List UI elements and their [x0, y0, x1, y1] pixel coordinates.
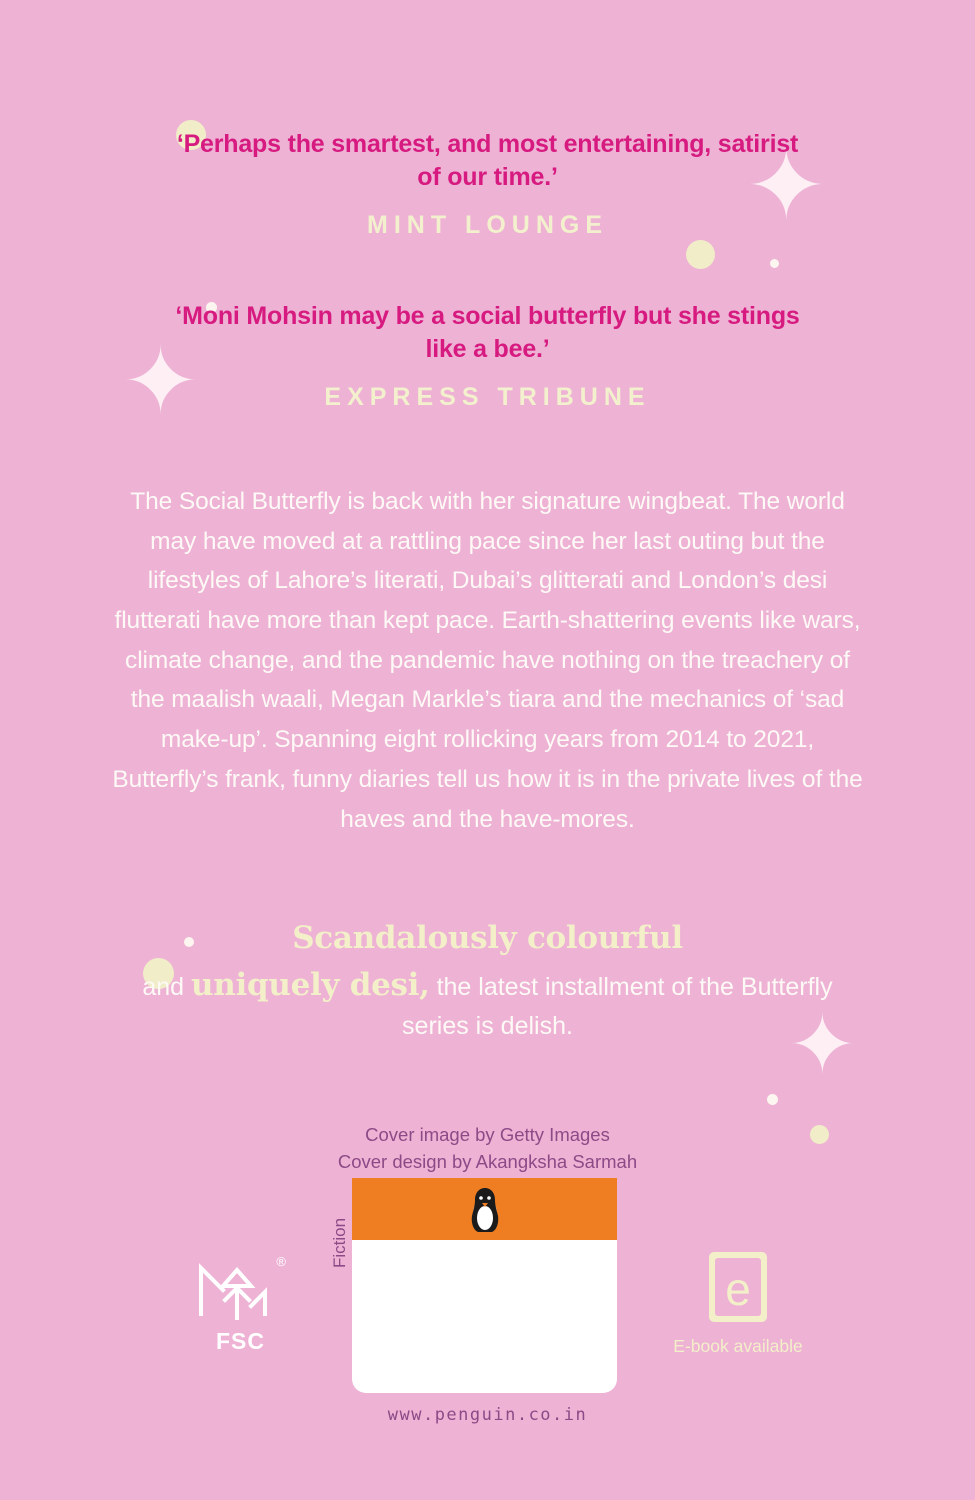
fsc-logo [193, 1256, 288, 1361]
penguin-orange-band [352, 1178, 617, 1240]
quote-source: EXPRESS TRIBUNE [324, 382, 651, 411]
ebook-icon [705, 1248, 771, 1326]
review-quote-1 [0, 128, 975, 240]
quote-text: ‘Moni Mohsin may be a social butterfly but she stings like a bee.’ [175, 302, 800, 364]
decor-dot [770, 259, 779, 268]
fsc-tree-icon [193, 1256, 288, 1326]
credit-line-image: Cover image by Getty Images [365, 1124, 610, 1145]
tagline-highlight-1: Scandalously colourful [292, 920, 683, 956]
book-tagline [118, 915, 858, 1046]
fsc-label: FSC [216, 1328, 265, 1354]
tagline-rest: the latest installment of the Butterfly series is delish. [402, 972, 833, 1040]
sparkle-icon: ✦ [122, 328, 200, 435]
quote-text: ‘Perhaps the smartest, and most entertaining, satirist of our time.’ [176, 130, 799, 192]
tagline-connector: and [142, 972, 185, 1001]
credit-line-design: Cover design by Akangksha Sarmah [337, 1150, 638, 1172]
ebook-caption: E-book available [673, 1336, 803, 1356]
decor-dot [686, 240, 715, 269]
penguin-imprint-block [352, 1178, 617, 1393]
fsc-registered-mark: ® [276, 1254, 286, 1269]
decor-dot [810, 1125, 829, 1144]
cover-credits [338, 1122, 637, 1176]
ebook-availability [668, 1248, 808, 1357]
barcode-placeholder [352, 1240, 617, 1393]
penguin-logo-icon [468, 1184, 502, 1234]
review-quote-2 [0, 300, 975, 412]
decor-dot [767, 1094, 778, 1105]
ebook-book-icon [705, 1248, 771, 1326]
svg-text:e: e [725, 1263, 751, 1315]
sparkle-icon: ✦ [746, 130, 827, 242]
quote-source: MINT LOUNGE [367, 210, 608, 239]
category-label: Fiction [330, 1217, 349, 1268]
publisher-url: www.penguin.co.in [387, 1405, 588, 1425]
book-blurb: The Social Butterfly is back with her signature wingbeat. The world may have moved at a rattling pace since her last outing but the lifestyles of Lahore’s literati, Dubai’s glitterati and London’s desi flutterati have more than kept pace. Earth-shattering events like wars, climate change, and the pandemic have nothing on the treachery of the maalish waali, Megan Markle’s tiara and the mechanics of ‘sad make-up’. Spanning eight rollicking years from 2014 to 2021, Butterfly’s frank, funny diaries tell us how it is in the private lives of the haves and the have-mores. [112, 488, 863, 833]
sparkle-icon: ✦ [788, 998, 857, 1093]
tagline-highlight-2: uniquely desi, [191, 966, 430, 1003]
